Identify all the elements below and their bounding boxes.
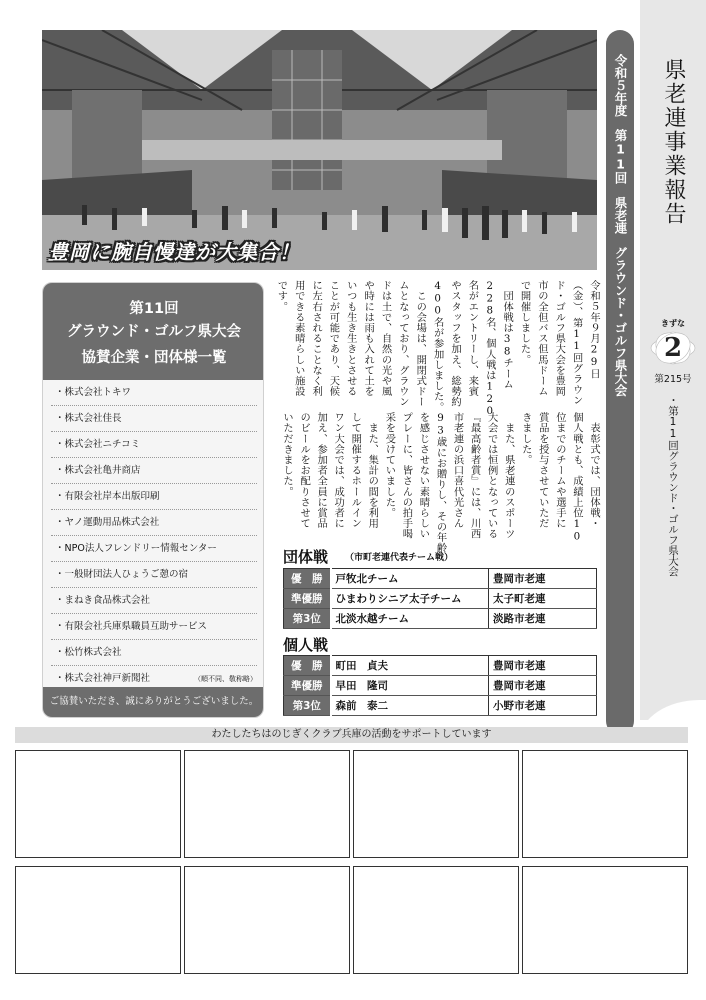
article-line: 采を受けていました。 — [383, 412, 396, 518]
issue-number: 第215号 — [654, 374, 692, 385]
rank-cell: 優 勝 — [284, 656, 331, 676]
sponsor-item: ・有限会社岸本出版印刷 — [51, 484, 257, 510]
association-cell: 淡路市老連 — [489, 609, 597, 629]
table-row — [284, 696, 597, 716]
sponsor-ad-box — [353, 866, 519, 974]
article-line: 400名が参加しました。 — [431, 280, 444, 413]
rank-cell: 準優勝 — [284, 589, 331, 609]
association-cell: 豊岡市老連 — [489, 676, 597, 696]
sponsor-ad-box — [184, 866, 350, 974]
article-line: 市の全但バス但馬ドーム — [535, 280, 548, 397]
article-line: ことが可能であり、天候 — [327, 280, 340, 397]
table-row — [284, 656, 597, 676]
table-row — [284, 609, 597, 629]
rank-cell: 優 勝 — [284, 569, 331, 589]
sponsor-item: ・株式会社ニチコミ — [51, 432, 257, 458]
article-line: いつも生き生きとさせる — [344, 280, 357, 397]
article-line: して開催するホールイン — [349, 412, 362, 529]
article-line: ムとなっており、グラウン — [396, 280, 409, 408]
article-line: 令和５年９月29日 — [587, 280, 600, 379]
player-name-cell: 早田 隆司 — [331, 676, 489, 696]
article-line: 位までのチームや選手に — [553, 412, 566, 529]
sponsor-item: ・ヤノ運動用品株式会社 — [51, 510, 257, 536]
team-name-cell: 戸牧北チーム — [331, 569, 489, 589]
page-number-badge — [650, 331, 696, 365]
sponsor-header — [43, 283, 264, 380]
team-results-subheading: （市町老連代表チーム戦） — [345, 553, 454, 563]
article-line: ワン大会では、成功者に — [332, 412, 345, 529]
association-cell: 小野市老連 — [489, 696, 597, 716]
article-line: ドは土で、自然の光や風 — [379, 280, 392, 397]
article-line: 市老連の浜口喜代光さん — [451, 412, 464, 529]
sponsor-ad-box — [522, 750, 688, 858]
article-line: また、県老連のスポーツ — [502, 412, 515, 540]
article-line: 賞品を授与させていただ — [536, 412, 549, 529]
article-line: のビールをお配りさせて — [298, 412, 311, 529]
page-number: 2 — [663, 333, 683, 363]
sponsor-header-line3: 協賛企業・団体様一覧 — [81, 350, 227, 366]
photo-caption: 豊岡に腕自慢達が大集合！ — [48, 240, 300, 264]
sponsor-ad-box — [15, 750, 181, 858]
article-line: 名がエントリーし、来賓 — [466, 280, 479, 397]
association-cell: 豊岡市老連 — [489, 656, 597, 676]
sponsor-thanks: ご協賛いただき、誠にありがとうございました。 — [43, 687, 264, 718]
sponsor-order-note: （順不同、敬称略） — [194, 675, 257, 683]
sponsor-list — [43, 380, 264, 692]
sponsor-item: ・一般財団法人ひょうご憩の宿 — [51, 562, 257, 588]
article-line: いただきました。 — [281, 412, 294, 497]
newsletter-name: きずな — [661, 319, 685, 328]
table-row — [284, 569, 597, 589]
player-name-cell: 森前 泰二 — [331, 696, 489, 716]
support-banner: わたしたちはのじぎくクラブ兵庫の活動をサポートしています — [15, 727, 688, 743]
sponsor-item: ・有限会社兵庫県職員互助サービス — [51, 614, 257, 640]
association-cell: 太子町老連 — [489, 589, 597, 609]
sponsor-ad-box — [184, 750, 350, 858]
article-line: 93歳にお贈りし、その年齢 — [434, 412, 447, 554]
article-line: 加え、参加者全員に賞品 — [315, 412, 328, 529]
article-line: 228名、個人戦は120 — [483, 280, 496, 418]
article-line: 『最高齢者賞』には、川西 — [468, 412, 481, 540]
article-line: 表彰式では、団体戦・ — [587, 412, 600, 529]
team-results-table — [283, 568, 597, 629]
article-line: や時には雨も入れて土を — [362, 280, 375, 397]
article-line: 個人戦とも、成績上位10 — [570, 412, 583, 543]
sponsor-item: ・まねき食品株式会社 — [51, 588, 257, 614]
article-line: きました。 — [519, 412, 532, 465]
sponsor-header-line1: 第11回 — [129, 301, 179, 317]
sponsor-ad-box — [522, 866, 688, 974]
article-line: 大会では恒例となっている — [485, 412, 498, 540]
contents-note: ・第11回グラウンド・ゴルフ県大会 — [667, 395, 679, 577]
team-name-cell: 北淡水越チーム — [331, 609, 489, 629]
report-title: 県老連事業報告 — [661, 58, 686, 226]
team-name-cell: ひまわりシニア太子チーム — [331, 589, 489, 609]
sponsor-ad-box — [353, 750, 519, 858]
association-cell: 豊岡市老連 — [489, 569, 597, 589]
article-line: に左右されることなく利 — [310, 280, 323, 397]
sponsor-item: ・株式会社トキワ — [51, 380, 257, 406]
sponsor-item: ・松竹株式会社 — [51, 640, 257, 666]
dome-interior-image — [42, 30, 597, 270]
article-line: プレーに、皆さんの拍手喝 — [400, 412, 413, 540]
rank-cell: 準優勝 — [284, 676, 331, 696]
article-line: また、集計の間を利用 — [366, 412, 379, 529]
rank-cell: 第3位 — [284, 609, 331, 629]
sponsor-item: ・NPO法人フレンドリー情報センター — [51, 536, 257, 562]
article-line: 用できる素晴らしい施設 — [292, 280, 305, 397]
article-line: を感じさせない素晴らしい — [417, 412, 430, 540]
sponsor-item: ・株式会社亀井商店 — [51, 458, 257, 484]
article-line: この会場は、開閉式ドー — [414, 280, 427, 408]
article-title-bar — [606, 30, 634, 735]
sponsor-header-line2: グラウンド・ゴルフ県大会 — [67, 324, 241, 340]
sponsor-ad-box — [15, 866, 181, 974]
sponsor-item: ・株式会社佳長 — [51, 406, 257, 432]
table-row — [284, 589, 597, 609]
article-line: で開催しました。 — [518, 280, 531, 365]
rank-cell: 第3位 — [284, 696, 331, 716]
table-row — [284, 676, 597, 696]
team-results-heading: 団体戦 — [283, 548, 329, 566]
article-line: やスタッフを加え、総勢約 — [449, 280, 462, 408]
sponsor-panel — [42, 282, 264, 718]
article-line: です。 — [275, 280, 288, 312]
individual-results-table — [283, 655, 597, 716]
article-line: （金）、第11回グラウン — [570, 280, 583, 406]
article-title: 令和５年度 第11回 県老連 グラウンド・ゴルフ県大会 — [613, 54, 628, 397]
player-name-cell: 町田 貞夫 — [331, 656, 489, 676]
article-line: ド・ゴルフ県大会を豊岡 — [553, 280, 566, 397]
sponsor-item: ・株式会社神戸新聞社 （順不同、敬称略） — [51, 666, 257, 692]
article-line: 団体戦は38チーム — [501, 280, 514, 390]
individual-results-heading: 個人戦 — [283, 636, 329, 654]
event-photo — [42, 30, 597, 270]
